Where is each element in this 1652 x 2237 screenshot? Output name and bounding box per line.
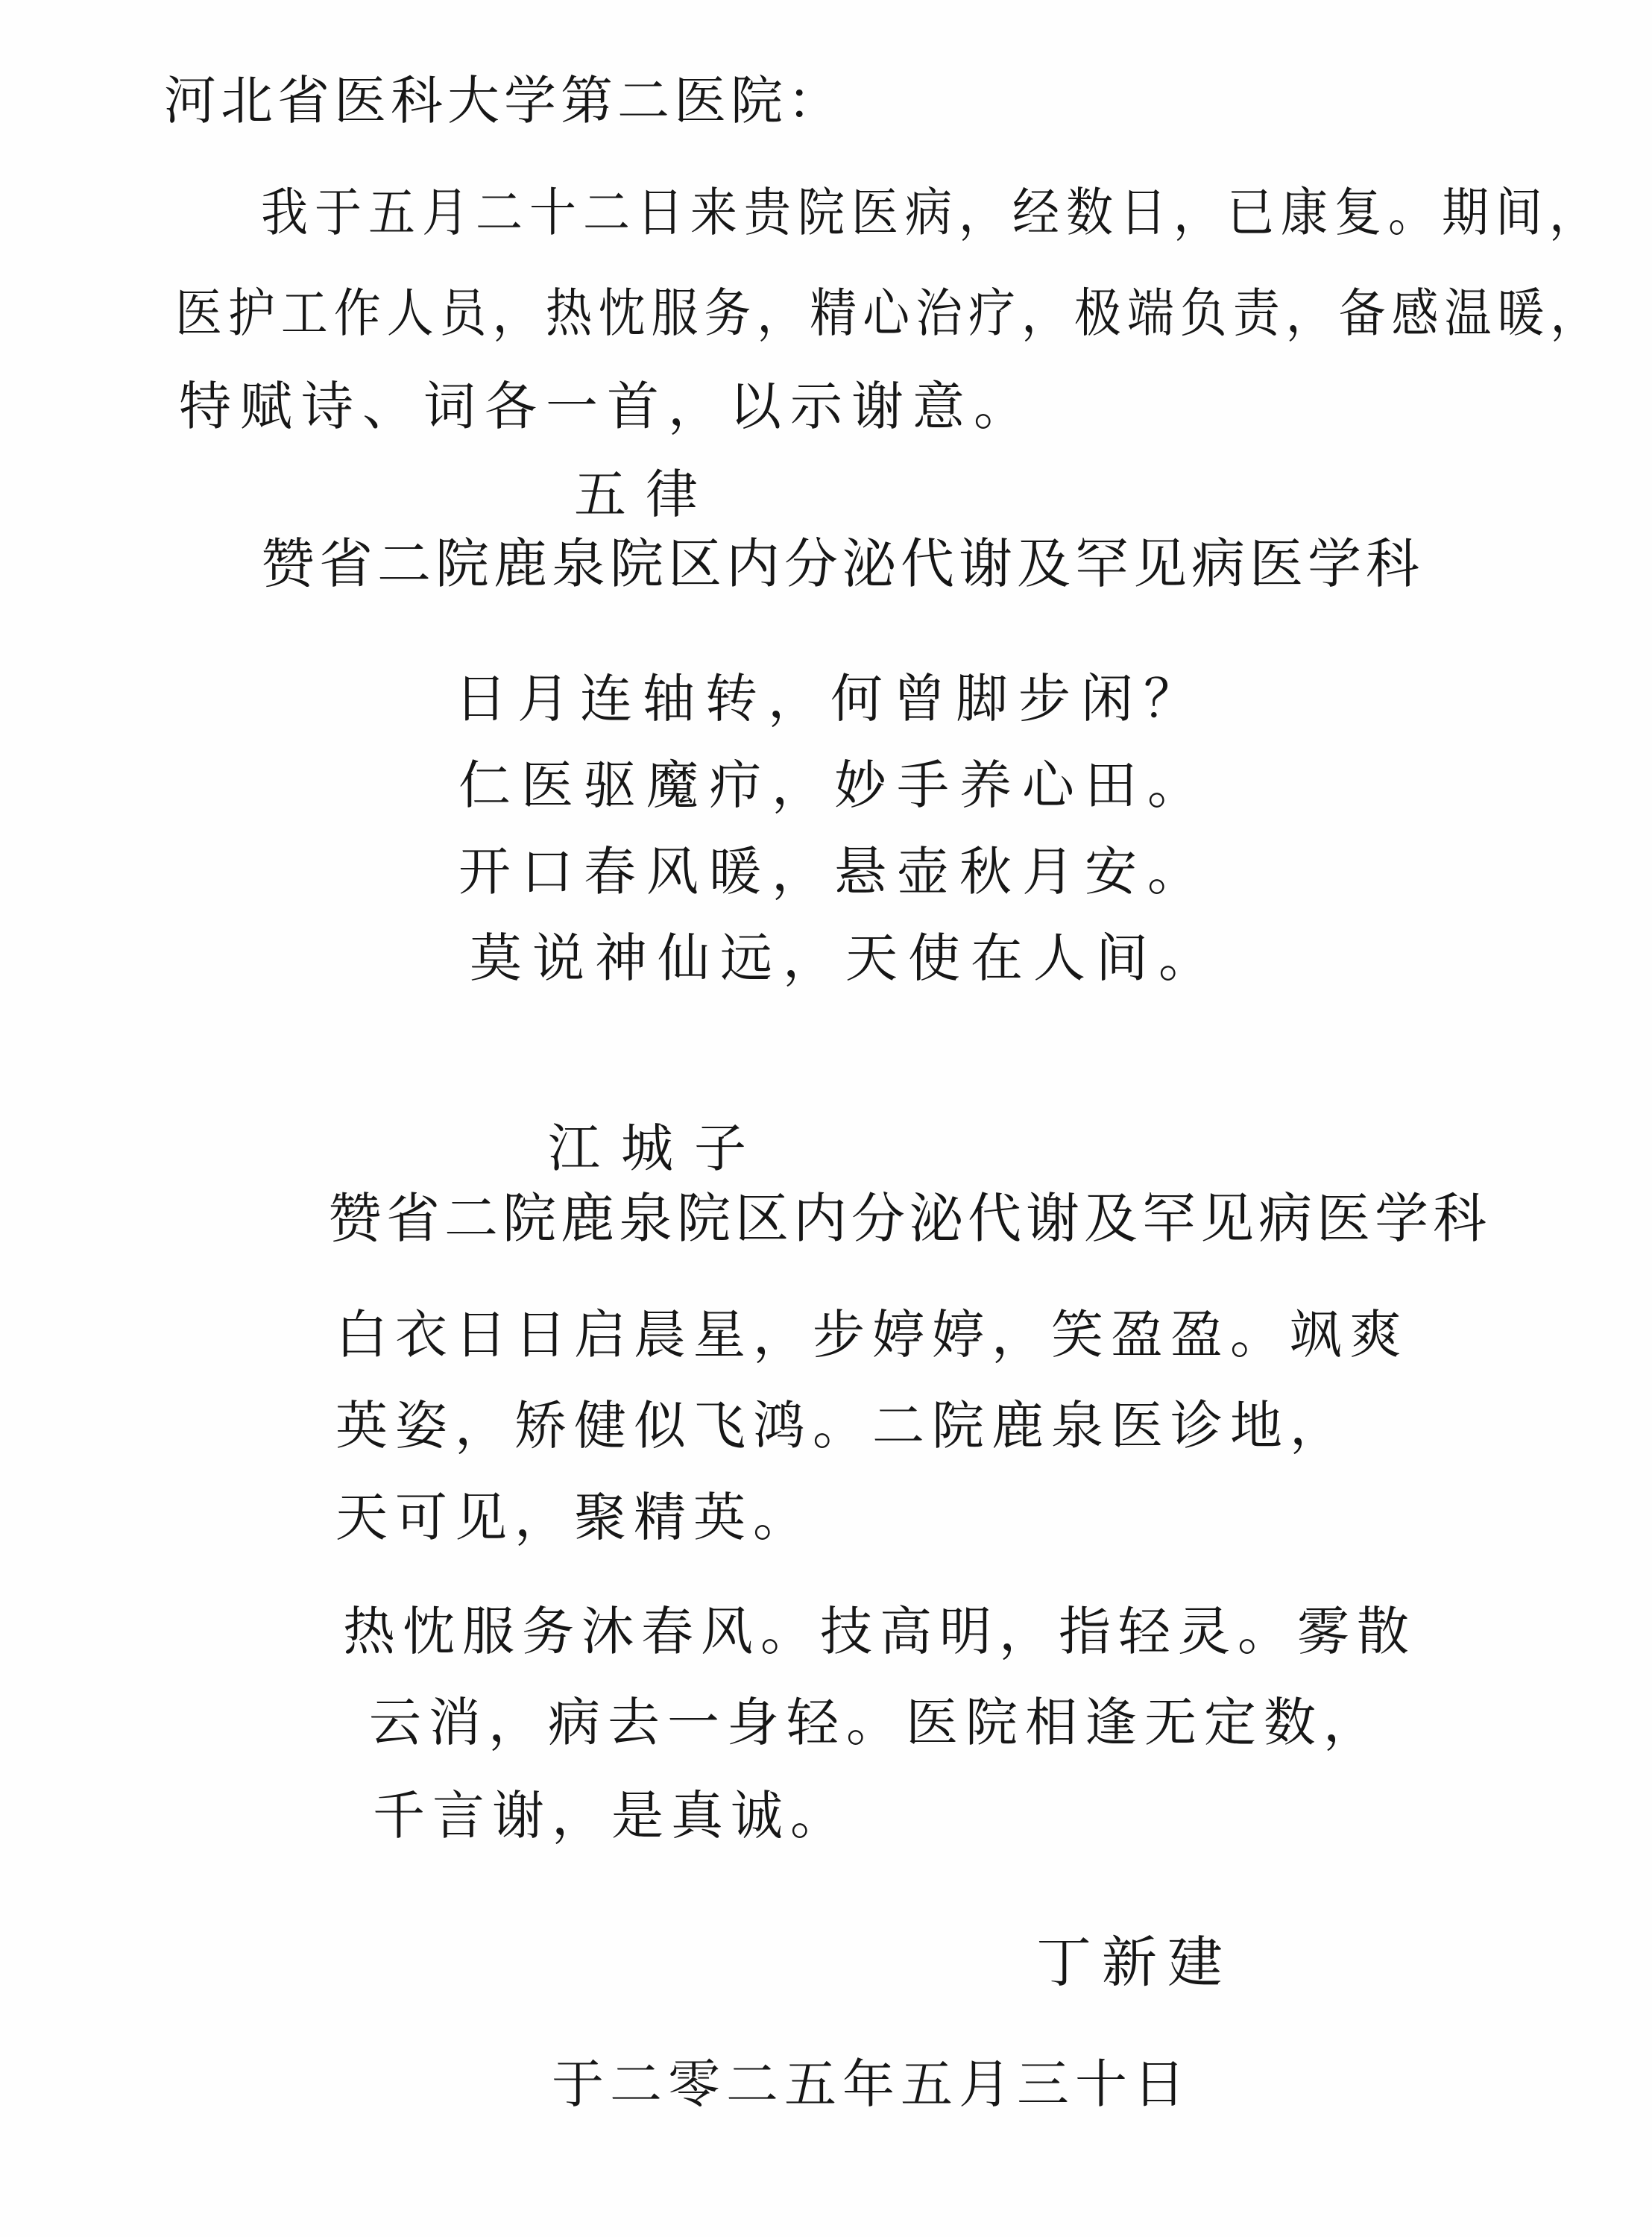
- letter-date: 于二零二五年五月三十日: [552, 2054, 1191, 2115]
- poem2-line: 白衣日日启晨星，步婷婷，笑盈盈。飒爽: [335, 1304, 1409, 1365]
- poem2-line: 云消，病去一身轻。医院相逢无定数，: [369, 1692, 1383, 1753]
- poem1-line: 莫说神仙远，天使在人间。: [470, 928, 1221, 989]
- letter-paragraph-line: 我于五月二十二日来贵院医病，经数日，已康复。期间，: [261, 182, 1603, 243]
- poem1-line: 开口春风暖，悬壶秋月安。: [458, 841, 1210, 902]
- poem2-line: 天可见，聚精英。: [335, 1487, 813, 1548]
- poem2-subtitle: 赞省二院鹿泉院区内分泌代谢及罕见病医学科: [328, 1187, 1492, 1250]
- letter-paragraph-line: 医护工作人员，热忱服务，精心治疗，极端负责，备感温暖，: [175, 283, 1604, 344]
- letter-addressee: 河北省医科大学第二医院：: [164, 70, 844, 131]
- poem1-subtitle: 赞省二院鹿泉院区内分泌代谢及罕见病医学科: [261, 532, 1425, 595]
- letter-paragraph-line: 特赋诗、词各一首，以示谢意。: [179, 376, 1035, 437]
- poem1-line: 仁医驱魔疖，妙手养心田。: [458, 755, 1210, 816]
- poem2-line: 热忱服务沐春风。技高明，指轻灵。雾散: [343, 1601, 1416, 1662]
- signature: 丁新建: [1036, 1931, 1233, 1995]
- poem1-title: 五律: [574, 464, 717, 525]
- poem1-line: 日月连轴转，何曾脚步闲？: [455, 668, 1206, 729]
- poem2-title: 江城子: [548, 1118, 767, 1179]
- poem2-line: 千言谢，是真诚。: [373, 1785, 850, 1846]
- poem2-line: 英姿，矫健似飞鸿。二院鹿泉医诊地，: [335, 1395, 1349, 1456]
